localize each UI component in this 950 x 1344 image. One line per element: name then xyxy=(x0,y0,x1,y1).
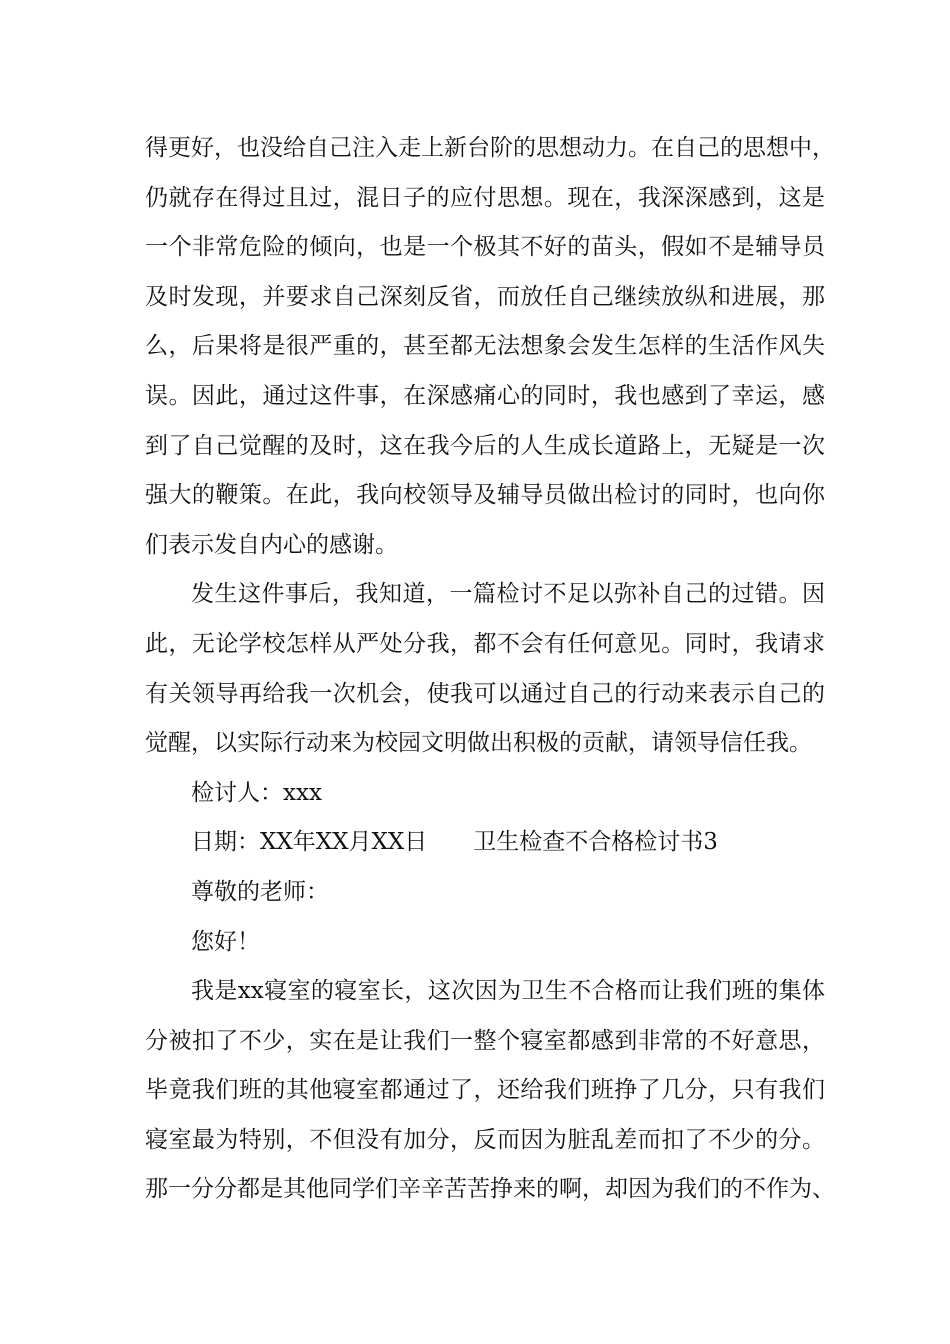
paragraph-1-line-9: 们表示发自内心的感谢。 xyxy=(145,531,398,558)
paragraph-1-line-5: 么，后果将是很严重的，甚至都无法想象会发生怎样的生活作风失 xyxy=(145,333,825,360)
paragraph-1-line-8: 强大的鞭策。在此，我向校领导及辅导员做出检讨的同时，也向你 xyxy=(145,482,825,509)
paragraph-2-line-1: 发生这件事后，我知道，一篇检讨不足以弥补自己的过错。因 xyxy=(191,581,825,608)
date-text: 日期：XX年XX月XX日 xyxy=(191,829,428,856)
paragraph-1-line-2: 仍就存在得过且过，混日子的应付思想。现在，我深深感到，这是 xyxy=(145,184,825,211)
paragraph-1-line-1: 得更好，也没给自己注入走上新台阶的思想动力。在自己的思想中， xyxy=(145,135,835,161)
salutation-line: 尊敬的老师： xyxy=(191,878,329,905)
paragraph-1-line-6: 误。因此，通过这件事，在深感痛心的同时，我也感到了幸运，感 xyxy=(145,382,825,409)
paragraph-1-line-4: 及时发现，并要求自己深刻反省，而放任自己继续放纵和进展，那 xyxy=(145,283,825,310)
paragraph-3-line-4: 寝室最为特别，不但没有加分，反而因为脏乱差而扣了不少的分。 xyxy=(145,1126,825,1153)
paragraph-1-line-7: 到了自己觉醒的及时，这在我今后的人生成长道路上，无疑是一次 xyxy=(145,432,825,459)
date-and-title-line xyxy=(145,818,825,868)
greeting-line: 您好！ xyxy=(191,928,260,955)
paragraph-2-line-2: 此，无论学校怎样从严处分我，都不会有任何意见。同时，我请求 xyxy=(145,630,825,657)
signature-line: 检讨人：xxx xyxy=(191,779,322,806)
next-document-title: 卫生检查不合格检讨书3 xyxy=(473,829,718,856)
paragraph-1-line-3: 一个非常危险的倾向，也是一个极其不好的苗头，假如不是辅导员 xyxy=(145,234,825,261)
paragraph-3-line-2: 分被扣了不少，实在是让我们一整个寝室都感到非常的不好意思， xyxy=(145,1027,825,1054)
paragraph-2-line-4: 觉醒，以实际行动来为校园文明做出积极的贡献，请领导信任我。 xyxy=(145,730,812,757)
paragraph-3-line-3: 毕竟我们班的其他寝室都通过了，还给我们班挣了几分，只有我们 xyxy=(145,1077,825,1104)
paragraph-3-line-1: 我是xx寝室的寝室长，这次因为卫生不合格而让我们班的集体 xyxy=(191,978,825,1005)
paragraph-2-line-3: 有关领导再给我一次机会，使我可以通过自己的行动来表示自己的 xyxy=(145,680,825,707)
document-body xyxy=(145,124,835,1215)
paragraph-3-line-5: 那一分分都是其他同学们辛辛苦苦挣来的啊，却因为我们的不作为、 xyxy=(145,1176,835,1203)
